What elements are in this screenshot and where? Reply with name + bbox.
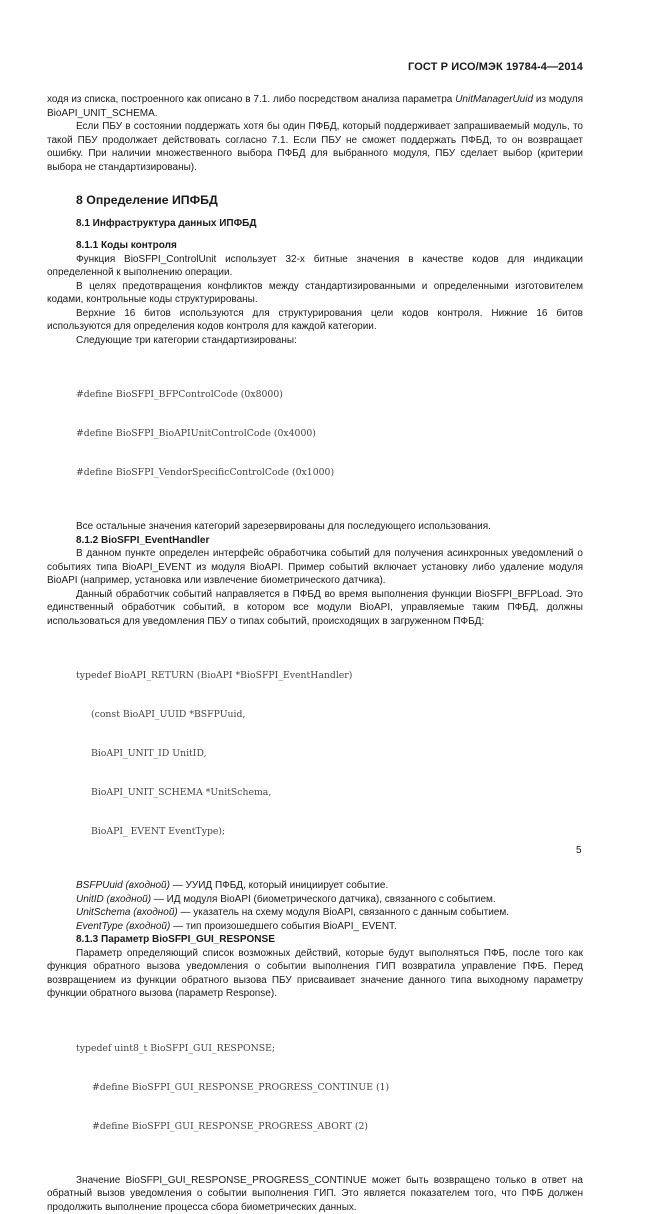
paragraph: В целях предотвращения конфликтов между стандартизированными и определенными изготовителем кодами, контрольные коды структурированы. xyxy=(47,280,583,307)
param-description: BSFPUuid (входной) — УУИД ПФБД, который инициирует событие. xyxy=(47,879,583,893)
paragraph: Данный обработчик событий направляется в ПФБД во время выполнения функции BioSFPI_BFPLoad. Это единственный обработчик событий, в котором все модули BioAPI, управляемые таким ПФБД, должны использоваться для уведомления ПБУ о типах событий, происходящих в загруженном ПФБД: xyxy=(47,588,583,629)
code-line: #define BioSFPI_VendorSpecificControlCode (0x1000) xyxy=(76,466,583,479)
paragraph: Верхние 16 битов используются для структурирования цели кодов контроля. Нижние 16 битов используются для определения кодов контроля для каждой категории. xyxy=(47,307,583,334)
code-line: BioAPI_UNIT_ID UnitID, xyxy=(76,747,583,760)
paragraph: Значение BioSFPI_GUI_RESPONSE_PROGRESS_CONTINUE может быть возвращено только в ответ на обратный вызов уведомления о событии выполнения ГИП. Это является показателем того, что ПФБ должен продолжить выполнение процесса сбора биометрических данных. xyxy=(47,1174,583,1214)
code-block xyxy=(76,1016,583,1159)
subsection-heading: 8.1 Инфраструктура данных ИПФБД xyxy=(76,217,583,231)
paragraph: ходя из списка, построенного как описано в 7.1. либо посредством анализа параметра UnitManagerUuid из модуля BioAPI_UNIT_SCHEMA. xyxy=(47,93,583,120)
code-line: #define BioSFPI_GUI_RESPONSE_PROGRESS_ABORT (2) xyxy=(76,1120,583,1133)
code-line: BioAPI_UNIT_SCHEMA *UnitSchema, xyxy=(76,786,583,799)
code-line: #define BioSFPI_BFPControlCode (0x8000) xyxy=(76,388,583,401)
subsubsection-heading: 8.1.2 BioSFPI_EventHandler xyxy=(76,534,583,548)
code-line: BioAPI_ EVENT EventType); xyxy=(76,825,583,838)
code-block xyxy=(76,362,583,505)
paragraph: Если ПБУ в состоянии поддержать хотя бы один ПФБД, который поддерживает запрашиваемый модуль, то такой ПБУ продолжает действовать согласно 7.1. Если ПБУ не сможет поддержать ПФБД, то он возвращает ошибку. При наличии множественного выбора ПФБД для выбранного модуля, ПБУ сделает выбор (критерии выбора не стандартизированы). xyxy=(47,120,583,174)
subsubsection-heading: 8.1.1 Коды контроля xyxy=(76,239,583,253)
code-line: (const BioAPI_UUID *BSFPUuid, xyxy=(76,708,583,721)
param-description: EventType (входной) — тип произошедшего события BioAPI_ EVENT. xyxy=(47,920,583,934)
code-block xyxy=(76,643,583,864)
section-heading: 8 Определение ИПФБД xyxy=(76,194,583,208)
page-number: 5 xyxy=(576,845,582,856)
paragraph: В данном пункте определен интерфейс обработчика событий для получения асинхронных уведомлений о событиях типа BioAPI_EVENT из модуля BioAPI. Пример событий включает установку либо удаление модуля BioAPI (например, установка или извлечение биометрического датчика). xyxy=(47,547,583,588)
param-description: UnitSchema (входной) — указатель на схему модуля BioAPI, связанного с данным событием. xyxy=(47,906,583,920)
paragraph: Параметр определяющий список возможных действий, которые будут выполняться ПФБ, после того как функция обратного вызова уведомления о событии выполнения ГИП возвратила управление ПФБ. Перед возвращением из функции обратного вызова ПБУ присваивает значение данного типа выходному параметру функции обратного вызова (параметр Response). xyxy=(47,947,583,1001)
code-line: #define BioSFPI_GUI_RESPONSE_PROGRESS_CONTINUE (1) xyxy=(76,1081,583,1094)
paragraph: Все остальные значения категорий зарезервированы для последующего использования. xyxy=(47,520,583,534)
subsubsection-heading: 8.1.3 Параметр BioSFPI_GUI_RESPONSE xyxy=(76,933,583,947)
param-description: UnitID (входной) — ИД модуля BioAPI (биометрического датчика), связанного с событием. xyxy=(47,893,583,907)
code-line: typedef uint8_t BioSFPI_GUI_RESPONSE; xyxy=(76,1042,583,1055)
paragraph: Следующие три категории стандартизированы: xyxy=(47,334,583,348)
code-line: #define BioSFPI_BioAPIUnitControlCode (0x4000) xyxy=(76,427,583,440)
code-line: typedef BioAPI_RETURN (BioAPI *BioSFPI_EventHandler) xyxy=(76,669,583,682)
document-header: ГОСТ Р ИСО/МЭК 19784-4—2014 xyxy=(408,61,583,73)
page-content xyxy=(47,93,583,1214)
paragraph: Функция BioSFPI_ControlUnit использует 32-х битные значения в качестве кодов для индикации определенной к выполнению операции. xyxy=(47,253,583,280)
